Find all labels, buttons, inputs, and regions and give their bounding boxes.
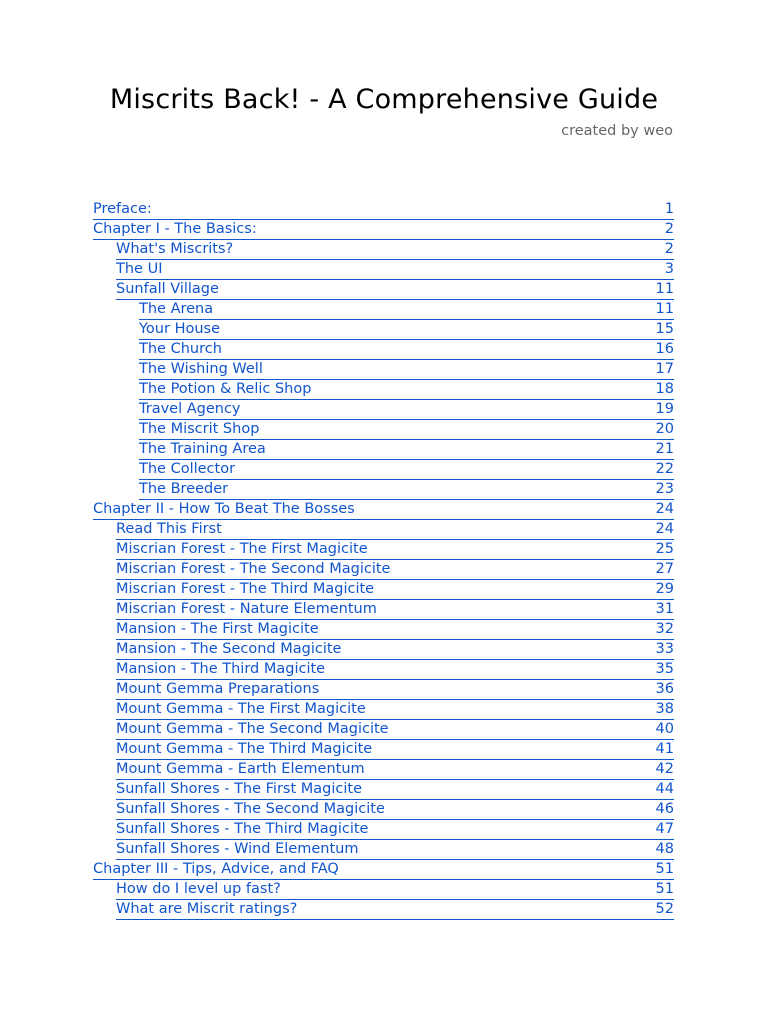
toc-link[interactable]: [116, 660, 674, 680]
toc-link-label: Mount Gemma - Earth Elementum: [116, 761, 365, 777]
toc-link-label: Chapter I - The Basics:: [93, 221, 257, 237]
toc-link-label: The Training Area: [139, 441, 266, 457]
toc-link-label: Chapter II - How To Beat The Bosses: [93, 501, 355, 517]
toc-page-number: 44: [655, 781, 674, 797]
toc-link-label: Mount Gemma - The First Magicite: [116, 701, 366, 717]
toc-link-label: The Church: [139, 341, 222, 357]
toc-link[interactable]: [139, 320, 674, 340]
toc-page-number: 36: [655, 681, 674, 697]
toc-link[interactable]: [116, 600, 674, 620]
toc-page-number: 18: [655, 381, 674, 397]
toc-link-label: The Collector: [139, 461, 236, 477]
toc-link-label: Sunfall Shores - The Third Magicite: [116, 821, 369, 837]
toc-link-label: Miscrian Forest - The Second Magicite: [116, 561, 391, 577]
toc-link[interactable]: [93, 220, 674, 240]
toc-link-label: What's Miscrits?: [116, 241, 234, 257]
toc-link-label: The Miscrit Shop: [139, 421, 260, 437]
toc-link[interactable]: [139, 420, 674, 440]
toc-link-label: The Breeder: [139, 481, 229, 497]
toc-link-label: Mount Gemma - The Third Magicite: [116, 741, 373, 757]
toc-link-label: Preface:: [93, 201, 152, 217]
toc-link-label: Mount Gemma Preparations: [116, 681, 320, 697]
toc-page-number: 17: [655, 361, 674, 377]
toc-page-number: 1: [664, 201, 674, 217]
toc-link[interactable]: [116, 560, 674, 580]
toc-link-label: Miscrian Forest - The First Magicite: [116, 541, 368, 557]
toc-link-label: Mansion - The First Magicite: [116, 621, 319, 637]
toc-link[interactable]: [116, 640, 674, 660]
toc-page-number: 48: [655, 841, 674, 857]
toc-page-number: 16: [655, 341, 674, 357]
toc-page-number: 41: [655, 741, 674, 757]
toc-link[interactable]: [116, 520, 674, 540]
toc-link-label: The Arena: [139, 301, 214, 317]
toc-link[interactable]: [139, 360, 674, 380]
toc-link-label: Read This First: [116, 521, 222, 537]
toc-page-number: 23: [655, 481, 674, 497]
toc-link-label: Travel Agency: [139, 401, 241, 417]
toc-page-number: 2: [664, 241, 674, 257]
toc-page-number: 47: [655, 821, 674, 837]
toc-link-label: How do I level up fast?: [116, 881, 281, 897]
toc-page-number: 31: [655, 601, 674, 617]
toc-link-label: Miscrian Forest - The Third Magicite: [116, 581, 375, 597]
toc-link[interactable]: [116, 840, 674, 860]
toc-link[interactable]: [116, 260, 674, 280]
toc-page-number: 3: [664, 261, 674, 277]
table-of-contents: [93, 200, 674, 920]
toc-page-number: 40: [655, 721, 674, 737]
toc-link[interactable]: [139, 380, 674, 400]
toc-page-number: 15: [655, 321, 674, 337]
toc-page-number: 29: [655, 581, 674, 597]
toc-link-label: Sunfall Village: [116, 281, 219, 297]
toc-page-number: 21: [655, 441, 674, 457]
toc-link[interactable]: [116, 620, 674, 640]
toc-page-number: 38: [655, 701, 674, 717]
toc-link[interactable]: [116, 900, 674, 920]
toc-page-number: 24: [655, 501, 674, 517]
toc-page-number: 33: [655, 641, 674, 657]
toc-page-number: 11: [655, 281, 674, 297]
toc-link-label: Sunfall Shores - The Second Magicite: [116, 801, 385, 817]
toc-link[interactable]: [116, 720, 674, 740]
toc-link[interactable]: [139, 400, 674, 420]
toc-page-number: 22: [655, 461, 674, 477]
toc-link-label: The Wishing Well: [139, 361, 263, 377]
toc-page-number: 32: [655, 621, 674, 637]
toc-link[interactable]: [116, 280, 674, 300]
toc-page-number: 42: [655, 761, 674, 777]
toc-page-number: 20: [655, 421, 674, 437]
toc-link-label: The UI: [116, 261, 163, 277]
toc-link[interactable]: [116, 780, 674, 800]
toc-link[interactable]: [139, 440, 674, 460]
toc-link-label: The Potion & Relic Shop: [139, 381, 312, 397]
toc-link-label: Sunfall Shores - The First Magicite: [116, 781, 363, 797]
toc-link[interactable]: [139, 460, 674, 480]
toc-page-number: 2: [664, 221, 674, 237]
toc-link[interactable]: [116, 740, 674, 760]
toc-link-label: Mansion - The Third Magicite: [116, 661, 326, 677]
toc-link[interactable]: [116, 240, 674, 260]
toc-page-number: 46: [655, 801, 674, 817]
toc-link-label: Mount Gemma - The Second Magicite: [116, 721, 389, 737]
toc-link[interactable]: [116, 700, 674, 720]
toc-page-number: 51: [655, 861, 674, 877]
toc-page-number: 24: [655, 521, 674, 537]
toc-link[interactable]: [93, 200, 674, 220]
toc-link[interactable]: [116, 760, 674, 780]
toc-link-label: Mansion - The Second Magicite: [116, 641, 342, 657]
toc-link[interactable]: [116, 540, 674, 560]
toc-link[interactable]: [116, 800, 674, 820]
document-subtitle: created by weo: [561, 123, 673, 139]
toc-link-label: Miscrian Forest - Nature Elementum: [116, 601, 377, 617]
toc-link[interactable]: [116, 880, 674, 900]
toc-link[interactable]: [139, 300, 674, 320]
toc-link-label: Sunfall Shores - Wind Elementum: [116, 841, 359, 857]
toc-page-number: 25: [655, 541, 674, 557]
toc-page-number: 19: [655, 401, 674, 417]
toc-link[interactable]: [116, 580, 674, 600]
toc-page-number: 27: [655, 561, 674, 577]
toc-page-number: 35: [655, 661, 674, 677]
toc-link-label: What are Miscrit ratings?: [116, 901, 298, 917]
toc-page-number: 51: [655, 881, 674, 897]
toc-link[interactable]: [93, 860, 674, 880]
toc-link[interactable]: [93, 500, 674, 520]
toc-link[interactable]: [116, 680, 674, 700]
toc-link[interactable]: [139, 340, 674, 360]
document-title: Miscrits Back! - A Comprehensive Guide: [109, 84, 659, 115]
toc-link-label: Chapter III - Tips, Advice, and FAQ: [93, 861, 339, 877]
toc-link-label: Your House: [139, 321, 221, 337]
toc-page-number: 11: [655, 301, 674, 317]
toc-link[interactable]: [139, 480, 674, 500]
toc-page-number: 52: [655, 901, 674, 917]
toc-link[interactable]: [116, 820, 674, 840]
